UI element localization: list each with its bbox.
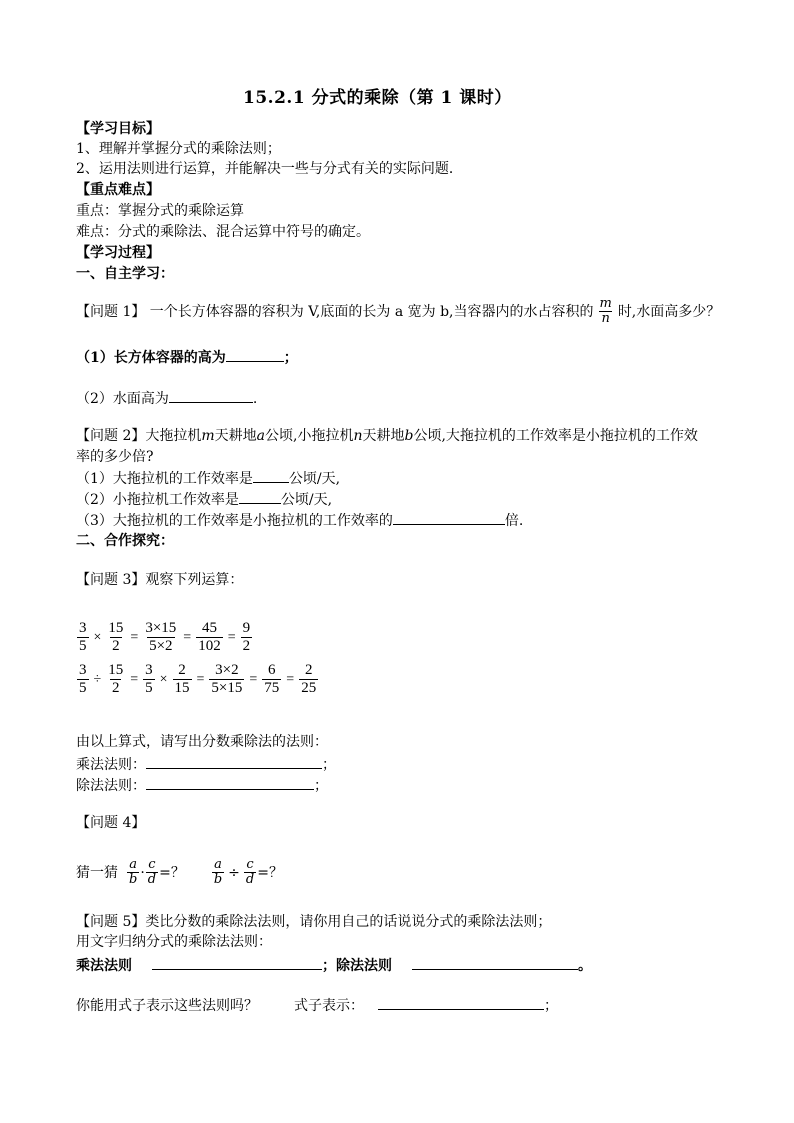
eq2-frac-1 (77, 662, 89, 697)
q3-lead: 由以上算式，请写出分数乘除法的法则： (76, 734, 328, 750)
q2-sub3-end: 倍. (504, 513, 524, 529)
q4-text: 【问题 4】 (76, 815, 146, 831)
q1-prompt (76, 297, 720, 326)
q3-mul-rule (76, 754, 336, 774)
q5-line2: 用文字归纳分式的乘除法法则： (76, 934, 272, 950)
q2-sub2-blank[interactable] (239, 489, 281, 504)
eq2-f1-den: 5 (79, 680, 87, 696)
q4-b-1: b (129, 872, 138, 887)
eq2-frac-2 (106, 662, 125, 697)
q2-text-e: 公顷,大拖拉机的工作效率是小拖拉机的工作效 (413, 428, 698, 444)
eq1-f4-den: 102 (198, 638, 221, 654)
eq2-times: × (159, 671, 168, 687)
q2-sub2-label: （2）小拖拉机工作效率是 (76, 492, 239, 508)
q2-text-b: 天耕地 (214, 428, 257, 444)
eq1-f3-den: 5×2 (149, 638, 173, 654)
focus-text: 重点：掌握分式的乘除运算 (76, 203, 244, 219)
eq2-f7-num: 2 (304, 662, 313, 678)
q3-text: 【问题 3】观察下列运算： (76, 572, 244, 588)
eq2-equals-1: = (130, 671, 139, 687)
section2-heading: 二、合作探究： (76, 533, 174, 549)
q2-var-m: m (201, 428, 215, 444)
q4-b-2: b (213, 872, 223, 887)
q4-guess (76, 858, 283, 887)
eq1-equals-2: = (183, 629, 192, 645)
q4-d-1: d (147, 872, 157, 887)
q2-var-n: n (353, 428, 363, 444)
q3-mul-end: ； (322, 757, 336, 773)
eq1-frac-2 (106, 620, 125, 655)
eq2-f3-den: 5 (145, 680, 153, 696)
eq1-frac-4 (196, 620, 223, 655)
eq2-f5-num: 3×2 (215, 662, 239, 678)
q1-frac-num: m (599, 296, 612, 311)
eq2-frac-6 (262, 662, 281, 697)
q1-fraction (597, 297, 613, 326)
q2-sub2 (76, 489, 332, 509)
page-title: 15.2.1 分式的乘除（第 1 课时） (243, 88, 512, 108)
q2-sub3 (76, 510, 523, 530)
q4-frac-ab-2 (212, 858, 224, 887)
q1-sub1-blank[interactable] (226, 347, 284, 362)
q1-sub2-blank[interactable] (169, 388, 253, 403)
q2-sub1 (76, 468, 340, 488)
q4-guess-label: 猜一猜 (76, 864, 118, 881)
q3-mul-label: 乘法法则： (76, 757, 146, 773)
q2-line1 (76, 427, 698, 445)
eq2-f6-den: 75 (264, 680, 280, 696)
q2-text-c: 公顷,小拖拉机 (265, 428, 354, 444)
eq1-times: × (93, 629, 102, 645)
q1-frac-den: n (601, 311, 610, 326)
eq1-f4-num: 45 (201, 620, 217, 636)
q5-ask: 你能用式子表示这些法则吗？ (76, 998, 258, 1014)
q2-line2: 率的多少倍? (76, 449, 154, 465)
q1-sub1 (76, 347, 298, 367)
section1-heading: 一、自主学习： (76, 266, 174, 282)
q2-sub2-end: 公顷/天, (280, 492, 333, 508)
eq1-f1-num: 3 (79, 620, 87, 636)
eq1-f2-num: 15 (108, 620, 124, 636)
q2-text-a: 【问题 2】大拖拉机 (76, 428, 202, 444)
eq1-f5-den: 2 (242, 638, 251, 654)
q3-div-end: ； (314, 778, 328, 794)
q3-equation-2 (76, 662, 319, 697)
q4-a-2: a (214, 857, 222, 872)
goals-heading: 【学习目标】 (76, 121, 160, 137)
q4-c-2: c (246, 857, 254, 872)
eq2-frac-3 (143, 662, 155, 697)
q1-text: 【问题 1】 一个长方体容器的容积为 V,底面的长为 a 宽为 b,当容器内的水占容积的 (76, 303, 594, 320)
eq2-frac-7 (299, 662, 318, 697)
q2-var-a: a (256, 428, 265, 444)
q5-mul-blank[interactable] (152, 955, 322, 970)
eq1-equals-1: = (130, 629, 139, 645)
q4-a-1: a (129, 857, 138, 872)
q1-sub2-end: . (252, 391, 258, 407)
q5-div-blank[interactable] (412, 955, 578, 970)
eq2-f3-num: 3 (145, 662, 153, 678)
q5-formula-label: 式子表示： (294, 998, 364, 1014)
goal-item-2: 2、运用法则进行运算，并能解决一些与分式有关的实际问题． (76, 161, 463, 177)
eq1-frac-3 (143, 620, 178, 655)
q2-var-b: b (404, 428, 414, 444)
q2-text-d: 天耕地 (362, 428, 405, 444)
q5-text: 【问题 5】类比分数的乘除法法则，请你用自己的话说说分式的乘除法法则； (76, 914, 552, 930)
eq1-f3-num: 3×15 (145, 620, 177, 636)
q1-sub1-label: （1）长方体容器的高为 (76, 350, 226, 366)
q4-c-1: c (148, 857, 156, 872)
q1-sub2-label: （2）水面高为 (76, 391, 169, 407)
process-heading: 【学习过程】 (76, 245, 160, 261)
eq2-frac-5 (209, 662, 244, 697)
q3-div-rule (76, 775, 328, 795)
q4-frac-ab-1 (127, 858, 139, 887)
q4-ask-1: =？ (159, 864, 185, 881)
eq2-equals-2: = (196, 671, 205, 687)
eq1-frac-5 (241, 620, 253, 655)
q5-formula-end: ； (544, 998, 558, 1014)
q3-mul-blank[interactable] (146, 754, 322, 769)
eq2-equals-4: = (286, 671, 295, 687)
eq2-f6-num: 6 (268, 662, 276, 678)
q4-ask-2: =？ (257, 864, 283, 881)
q1-sub2 (76, 388, 257, 408)
q2-sub3-label: （3）大拖拉机的工作效率是小拖拉机的工作效率的 (76, 513, 393, 529)
q2-sub1-label: （1）大拖拉机的工作效率是 (76, 471, 253, 487)
eq1-frac-1 (77, 620, 89, 655)
q4-frac-cd-1 (146, 858, 158, 887)
eq1-f5-num: 9 (242, 620, 251, 636)
q5-end: 。 (578, 958, 592, 974)
q5-rules (76, 955, 592, 975)
eq2-f1-num: 3 (79, 662, 87, 678)
q5-ask-row (76, 995, 558, 1015)
q5-mul-label: 乘法法则 (76, 958, 132, 974)
eq2-f2-num: 15 (108, 662, 124, 678)
q1-tail: 时,水面高多少？ (617, 303, 721, 320)
q4-frac-cd-2 (244, 858, 256, 887)
eq2-f2-den: 2 (111, 680, 120, 696)
q3-div-blank[interactable] (146, 775, 314, 790)
q1-sub1-end: ； (283, 350, 298, 366)
q3-div-label: 除法法则： (76, 778, 146, 794)
q5-div-label: ；除法法则 (322, 958, 392, 974)
q2-sub3-blank[interactable] (393, 510, 505, 525)
q4-d-2: d (245, 872, 255, 887)
eq1-f1-den: 5 (79, 638, 87, 654)
q4-divide: ÷ (228, 864, 240, 881)
goal-item-1: 1、理解并掌握分式的乘除法则； (76, 141, 281, 157)
eq2-equals-3: = (249, 671, 258, 687)
eq2-f4-den: 15 (174, 680, 190, 696)
q4-dot: · (140, 864, 145, 881)
q2-sub1-end: 公顷/天, (288, 471, 341, 487)
eq2-f5-den: 5×15 (211, 680, 243, 696)
eq2-f7-den: 25 (301, 680, 317, 696)
eq2-divide: ÷ (93, 671, 102, 687)
difficulty-text: 难点：分式的乘除法、混合运算中符号的确定。 (76, 224, 370, 240)
eq2-f4-num: 2 (178, 662, 186, 678)
q2-sub1-blank[interactable] (253, 468, 289, 483)
keypoints-heading: 【重点难点】 (76, 182, 160, 198)
q3-equation-1 (76, 620, 253, 655)
eq1-equals-3: = (227, 629, 236, 645)
eq1-f2-den: 2 (112, 638, 120, 654)
eq2-frac-4 (173, 662, 192, 697)
q5-formula-blank[interactable] (378, 995, 544, 1010)
